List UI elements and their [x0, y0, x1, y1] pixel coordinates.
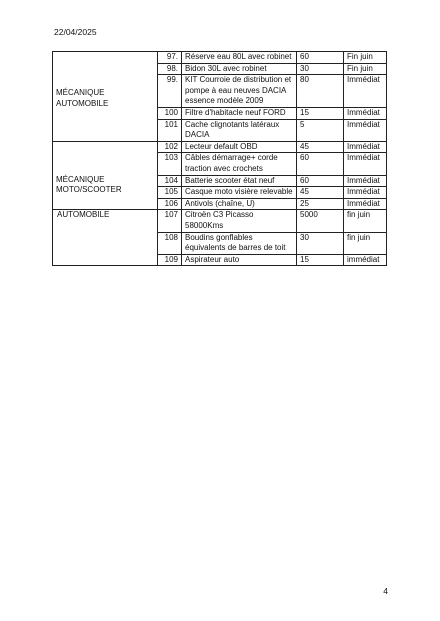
item-description: Antivols (chaîne, U)	[182, 198, 297, 210]
item-number: 102	[158, 141, 182, 153]
item-availability: Immédiat	[344, 198, 387, 210]
item-price: 45	[297, 141, 344, 153]
category-cell-mecanique-moto-scooter	[53, 141, 158, 210]
item-number: 99.	[158, 75, 182, 108]
item-number: 106	[158, 198, 182, 210]
item-description: Lecteur default OBD	[182, 141, 297, 153]
category-cell-automobile	[53, 210, 158, 266]
category-cell-mecanique-automobile	[53, 52, 158, 142]
inventory-table	[52, 51, 387, 266]
item-price: 5000	[297, 210, 344, 232]
category-label: AUTOMOBILE	[57, 210, 110, 220]
item-number: 98.	[158, 63, 182, 75]
category-label: MÉCANIQUE	[56, 88, 105, 97]
item-description: Aspirateur auto	[182, 254, 297, 266]
item-description: Boudins gonflables équivalents de barres de toit	[182, 232, 297, 254]
item-description: KIT Courroie de distribution et pompe à eau neuves DACIA essence modèle 2009	[182, 75, 297, 108]
item-number: 103	[158, 153, 182, 175]
item-number: 101	[158, 119, 182, 141]
item-availability: Immédiat	[344, 187, 387, 199]
table-row	[53, 52, 387, 64]
item-description: Câbles démarrage+ corde traction avec crochets	[182, 153, 297, 175]
category-label: MÉCANIQUE	[56, 174, 105, 184]
category-label: MOTO/SCOOTER	[56, 185, 122, 195]
item-price: 45	[297, 187, 344, 199]
item-description: Réserve eau 80L avec robinet	[182, 52, 297, 64]
item-price: 5	[297, 119, 344, 141]
item-number: 109	[158, 254, 182, 266]
item-description: Citroën C3 Picasso 58000Kms	[182, 210, 297, 232]
table-row	[53, 141, 387, 153]
item-number: 97.	[158, 52, 182, 64]
item-description: Filtre d'habitacle neuf FORD	[182, 107, 297, 119]
item-price: 30	[297, 63, 344, 75]
item-availability: fin juin	[344, 210, 387, 232]
item-price: 15	[297, 254, 344, 266]
table-row	[53, 210, 387, 232]
item-availability: immédiat	[344, 254, 387, 266]
item-availability: Fin juin	[344, 63, 387, 75]
item-availability: fin juin	[344, 232, 387, 254]
item-number: 107	[158, 210, 182, 232]
item-availability: Immédiat	[344, 175, 387, 187]
item-price: 60	[297, 52, 344, 64]
item-price: 15	[297, 107, 344, 119]
item-availability: Fin juin	[344, 52, 387, 64]
item-description: Casque moto visière relevable	[182, 187, 297, 199]
item-description: Batterie scooter état neuf	[182, 175, 297, 187]
item-number: 100	[158, 107, 182, 119]
item-availability: Immédiat	[344, 107, 387, 119]
item-description: Cache clignotants latéraux DACIA	[182, 119, 297, 141]
item-availability: Immédiat	[344, 119, 387, 141]
item-price: 30	[297, 232, 344, 254]
item-availability: Immédiat	[344, 141, 387, 153]
item-price: 60	[297, 175, 344, 187]
item-description: Bidon 30L avec robinet	[182, 63, 297, 75]
category-label: AUTOMOBILE	[56, 98, 109, 108]
item-number: 104	[158, 175, 182, 187]
page-number: 4	[383, 586, 388, 596]
item-price: 25	[297, 198, 344, 210]
item-price: 80	[297, 75, 344, 108]
page-date: 22/04/2025	[54, 27, 97, 37]
item-price: 60	[297, 153, 344, 175]
item-availability: Immédiat	[344, 75, 387, 108]
item-number: 105	[158, 187, 182, 199]
item-availability: Immédiat	[344, 153, 387, 175]
item-number: 108	[158, 232, 182, 254]
